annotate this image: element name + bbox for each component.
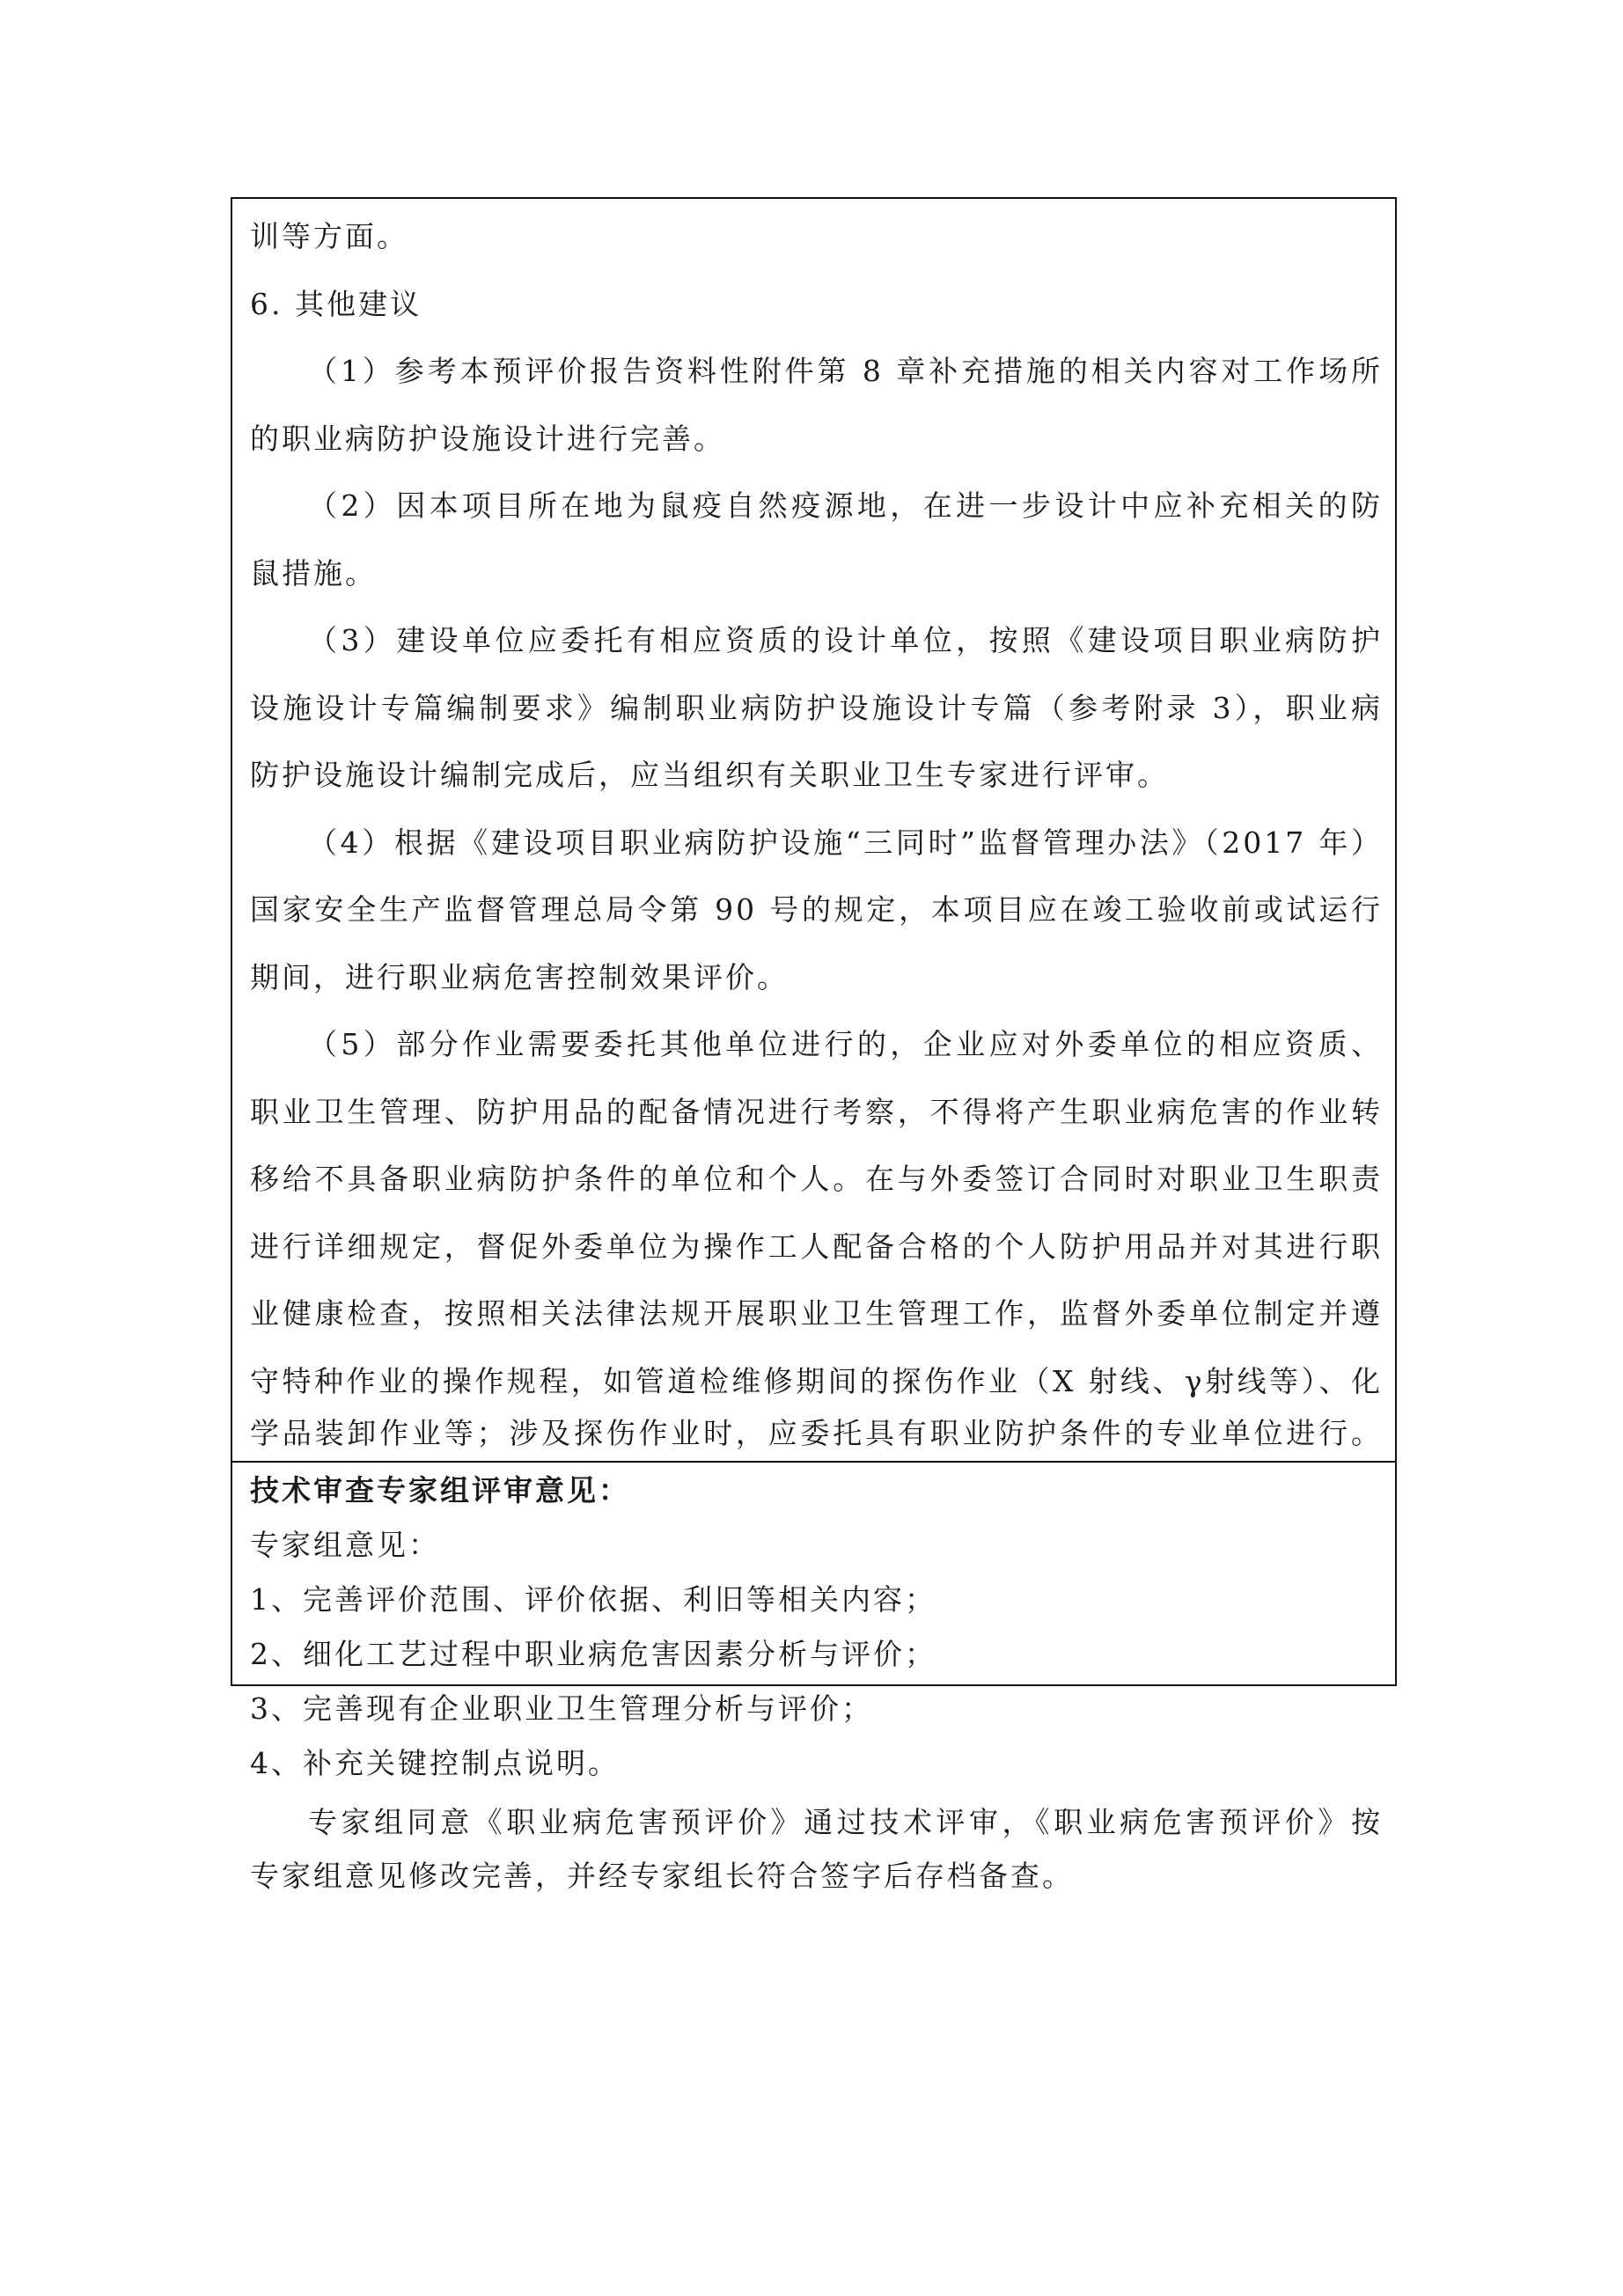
item3-line1: （3）建设单位应委托有相应资质的设计单位，按照《建设项目职业病防护 [308, 623, 1383, 657]
recommendations-cell [232, 199, 1395, 1463]
expert-opinion-subtitle: 专家组意见： [250, 1528, 440, 1562]
item5-line3: 移给不具备职业病防护条件的单位和个人。在与外委签订合同时对职业卫生职责 [250, 1162, 1383, 1196]
item4-line2: 国家安全生产监督管理总局令第 90 号的规定，本项目应在竣工验收前或试运行 [250, 892, 1383, 927]
expert-opinion-item: 3、完善现有企业职业卫生管理分析与评价； [250, 1691, 873, 1726]
item5-line6: 守特种作业的操作规程，如管道检维修期间的探伤作业（X 射线、γ射线等）、化 [250, 1364, 1383, 1398]
item5-line5: 业健康检查，按照相关法律法规开展职业卫生管理工作，监督外委单位制定并遵 [250, 1296, 1383, 1331]
item3-line2: 设施设计专篇编制要求》编制职业病防护设施设计专篇（参考附录 3），职业病 [250, 691, 1383, 725]
item5-line7: 学品装卸作业等；涉及探伤作业时，应委托具有职业防护条件的专业单位进行。 [250, 1416, 1383, 1450]
expert-opinion-item: 2、细化工艺过程中职业病危害因素分析与评价； [250, 1637, 936, 1671]
item4-line1: （4）根据《建设项目职业病防护设施“三同时”监督管理办法》（2017 年） [308, 825, 1383, 860]
expert-opinion-item: 1、完善评价范围、评价依据、利旧等相关内容； [250, 1582, 936, 1617]
review-table [231, 197, 1397, 1893]
item1-line2: 的职业病防护设施设计进行完善。 [250, 422, 725, 456]
item5-line2: 职业卫生管理、防护用品的配备情况进行考察，不得将产生职业病危害的作业转 [250, 1095, 1383, 1129]
item3-line3: 防护设施设计编制完成后，应当组织有关职业卫生专家进行评审。 [250, 758, 1169, 792]
expert-review-cell [232, 1463, 1395, 1893]
conclusion-line1: 专家组同意《职业病危害预评价》通过技术评审，《职业病危害预评价》按 [308, 1805, 1383, 1839]
item4-line3: 期间，进行职业病危害控制效果评价。 [250, 960, 789, 994]
item2-line1: （2）因本项目所在地为鼠疫自然疫源地，在进一步设计中应补充相关的防 [308, 488, 1383, 523]
other-suggestions-heading: 6. 其他建议 [250, 287, 422, 321]
item1-line1: （1）参考本预评价报告资料性附件第 8 章补充措施的相关内容对工作场所 [308, 354, 1383, 388]
item5-line4: 进行详细规定，督促外委单位为操作工人配备合格的个人防护用品并对其进行职 [250, 1229, 1383, 1264]
conclusion-line2: 专家组意见修改完善，并经专家组长符合签字后存档备查。 [250, 1859, 1074, 1893]
expert-opinion-item: 4、补充关键控制点说明。 [250, 1746, 620, 1780]
continuation-text: 训等方面。 [250, 219, 408, 253]
expert-review-title: 技术审查专家组评审意见： [250, 1473, 630, 1507]
item5-line1: （5）部分作业需要委托其他单位进行的，企业应对外委单位的相应资质、 [308, 1027, 1383, 1061]
item2-line2: 鼠措施。 [250, 556, 377, 591]
